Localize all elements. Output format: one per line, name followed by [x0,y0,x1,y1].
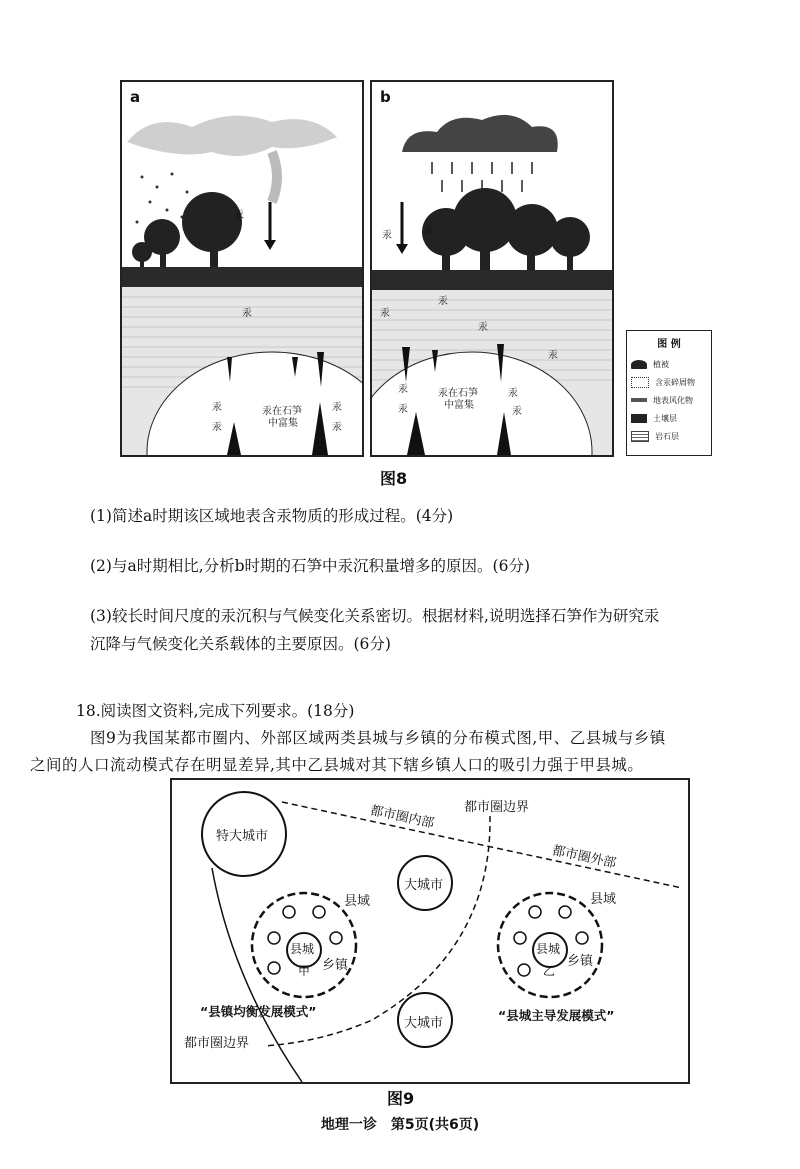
question-2: (2)与a时期相比,分析b时期的石笋中汞沉积量增多的原因。(6分) [90,557,531,575]
label-hg-left2: 汞 [398,404,408,415]
boundary-label-bottom: 都市圈边界 [184,1036,250,1051]
boundary-label-top: 都市圈边界 [464,800,530,815]
panel-b-illustration [372,82,612,455]
big-city-bottom-label: 大城市 [404,1016,444,1031]
jia-label: 甲 [298,964,311,978]
question-18-line2: 之间的人口流动模式存在明显差异,其中乙县城对其下辖乡镇人口的吸引力强于甲县城。 [30,756,644,774]
outer-area-label: 都市圈外部 [550,843,618,872]
mode-left-label: “县镇均衡发展模式” [200,1004,317,1019]
label-hg-c2: 汞 [438,296,448,307]
label-rich: 汞在石笋 [262,406,302,417]
label-rich2: 中富集 [268,418,298,429]
figure8-panel-a [120,80,364,457]
question-1: (1)简述a时期该区域地表含汞物质的形成过程。(4分) [90,507,454,525]
panel-a-illustration [122,82,362,455]
megacity-label: 特大城市 [216,829,269,844]
label-hg-left2: 汞 [212,422,222,433]
legend-item-soil: 土壤层 [631,411,677,425]
label-hg-c4: 汞 [548,350,558,361]
label-hg-r2: 汞 [512,406,522,417]
question-18-line1: 图9为我国某都市圈内、外部区域两类县城与乡镇的分布模式图,甲、乙县城与乡镇 [90,729,666,747]
mode-right-label: “县城主导发展模式” [498,1008,615,1023]
panel-a-label: a [130,88,141,106]
label-hg-c3: 汞 [478,322,488,333]
question-3-line2: 沉降与气候变化关系载体的主要原因。(6分) [90,635,391,653]
label-hg-leaf: 汞 [234,210,244,221]
label-hg-rain: 汞 [382,230,392,241]
page-footer: 地理一诊 第5页(共6页) [320,1117,480,1133]
figure9-caption: 图9 [387,1089,415,1108]
label-hg-r1: 汞 [508,388,518,399]
township-left-label: 乡镇 [322,958,349,973]
legend-title: 图 例 [657,339,681,350]
figure8-caption: 图8 [380,469,408,488]
label-hg-left1: 汞 [212,402,222,413]
figure9-diagram [170,778,690,1084]
county-right-label: 县域 [590,892,617,907]
label-hg-c1: 汞 [380,308,390,319]
soil-swatch [631,414,647,423]
township-right-label: 乡镇 [567,954,594,969]
county-left-label: 县域 [344,894,371,909]
tree-icon [631,360,647,369]
label-hg-r1: 汞 [332,402,342,413]
county-town-left-label: 县城 [290,942,315,956]
question-18-title: 18.阅读图文资料,完成下列要求。(18分) [76,702,355,720]
label-hg-crack: 汞 [242,308,252,319]
label-rich2: 中富集 [444,400,474,411]
legend-item-vegetation: 植被 [631,357,669,371]
label-hg-veg: 汞 [424,226,434,237]
legend-item-weathering: 地表风化物 [631,393,693,407]
question-3-line1: (3)较长时间尺度的汞沉积与气候变化关系密切。根据材料,说明选择石笋作为研究汞 [90,607,660,625]
label-hg-left1: 汞 [398,384,408,395]
label-rich: 汞在石笋 [438,388,478,399]
label-hg-r2: 汞 [332,422,342,433]
panel-b-label: b [380,88,391,106]
county-town-right-label: 县城 [536,942,561,956]
figure8-panel-b [370,80,614,457]
yi-label: 乙 [543,964,556,978]
weathering-icon [631,398,647,402]
big-city-top-label: 大城市 [404,878,444,893]
legend-item-rock: 岩石层 [631,429,679,443]
figure8-legend [626,330,712,456]
inner-area-label: 都市圈内部 [368,803,436,832]
legend-item-mercury-debris: 含汞碎屑物 [631,375,695,389]
rock-swatch [631,431,649,442]
dots-icon [631,377,649,388]
